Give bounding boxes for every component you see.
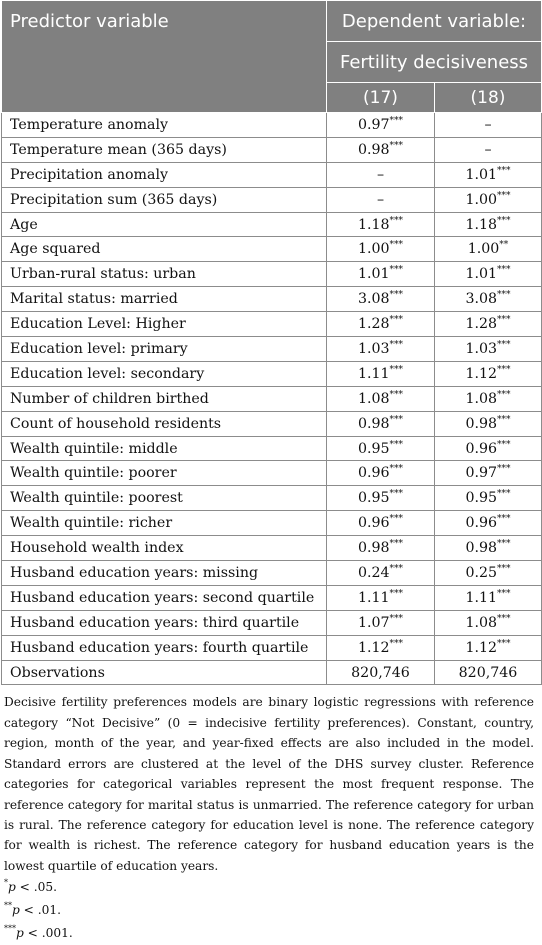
table-row: [2, 561, 542, 586]
significance-stars: ***: [497, 414, 511, 425]
regression-table: [1, 0, 542, 685]
model-18-value: [435, 237, 542, 262]
model-17-value: [327, 536, 435, 561]
model-17-value: [327, 511, 435, 536]
coefficient: 0.97: [465, 465, 498, 482]
coefficient: 1.00: [467, 241, 500, 258]
model-17-value: [327, 113, 435, 138]
model-17-header: (17): [327, 83, 435, 113]
coefficient: 3.08: [357, 291, 390, 308]
coefficient: 1.07: [357, 614, 390, 631]
coefficient: 1.00: [465, 191, 498, 208]
significance-stars: **: [499, 240, 509, 251]
significance-stars: ***: [389, 389, 404, 400]
coefficient: 1.03: [465, 340, 498, 357]
coefficient: 0.95: [465, 490, 498, 507]
table-row: [2, 262, 542, 287]
significance-stars: ***: [389, 439, 404, 450]
coefficient: 0.96: [357, 515, 390, 532]
coefficient: –: [484, 116, 492, 133]
significance-stars: ***: [389, 539, 404, 550]
significance-stars: ***: [497, 215, 511, 226]
coefficient: 1.28: [357, 316, 390, 333]
table-row: [2, 461, 542, 486]
coefficient: 1.12: [465, 639, 498, 656]
model-18-value: [435, 536, 542, 561]
significance-stars: ***: [497, 613, 511, 624]
table-row: [2, 312, 542, 337]
table-row: [2, 585, 542, 610]
model-18-value: [435, 187, 542, 212]
predictor-name: Temperature anomaly: [2, 113, 327, 138]
significance-stars: ***: [389, 140, 404, 151]
model-17-value: [327, 137, 435, 162]
coefficient: 1.28: [465, 316, 498, 333]
sig-note-05: *p < .05.: [4, 878, 58, 895]
significance-stars: ***: [389, 364, 404, 375]
coefficient: 1.08: [357, 390, 390, 407]
significance-stars: ***: [497, 588, 511, 599]
significance-stars: ***: [389, 240, 404, 251]
table-header: [2, 1, 542, 113]
table-row: [2, 511, 542, 536]
table-notes: Decisive fertility preferences models are binary logistic regressions with reference category “Not Decisive” (0 = indecisive fertility preferences). Constant, country, region, month of the year, and year-fixed effects are also included in the model. Standard errors are clustered at the level of the DHS survey cluster. Reference categories for categorical variables represent the most frequent response. The reference category for marital status is unmarried. The reference category for urban is rural. The reference category for education level is none. The reference category for wealth is richest. The reference category for husband education years is the lowest quartile of education years.: [4, 695, 534, 873]
coefficient: 1.11: [465, 589, 498, 606]
model-17-value: [327, 237, 435, 262]
predictor-name: Husband education years: missing: [2, 561, 327, 586]
model-17-value: [327, 212, 435, 237]
coefficient: 0.97: [357, 116, 390, 133]
model-18-value: [435, 312, 542, 337]
significance-stars: ***: [497, 563, 511, 574]
model-17-value: [327, 162, 435, 187]
model-18-value: [435, 635, 542, 660]
significance-stars: ***: [389, 638, 404, 649]
sig-note-001: ***p < .001.: [4, 924, 73, 941]
model-18-value: [435, 386, 542, 411]
table-row: [2, 162, 542, 187]
coefficient: 0.96: [465, 515, 498, 532]
significance-stars: ***: [389, 489, 404, 500]
model-17-value: [327, 361, 435, 386]
significance-stars: ***: [497, 389, 511, 400]
coefficient: 3.08: [465, 291, 498, 308]
table-row: [2, 486, 542, 511]
coefficient: 820,746: [351, 664, 410, 681]
predictor-name: Count of household residents: [2, 411, 327, 436]
coefficient: 1.18: [465, 216, 498, 233]
coefficient: 0.98: [357, 415, 390, 432]
model-18-value: [435, 162, 542, 187]
model-17-value: [327, 386, 435, 411]
model-18-value: [435, 137, 542, 162]
table-row: [2, 635, 542, 660]
coefficient: 0.98: [357, 141, 390, 158]
model-18-value: [435, 610, 542, 635]
model-18-value: [435, 262, 542, 287]
significance-stars: ***: [497, 290, 511, 301]
sig-note-01: **p < .01.: [4, 901, 62, 918]
coefficient: 1.08: [465, 614, 498, 631]
significance-stars: ***: [497, 464, 511, 475]
predictor-name: Wealth quintile: poorest: [2, 486, 327, 511]
table-row: [2, 660, 542, 685]
table-row: [2, 337, 542, 362]
coefficient: 0.96: [357, 465, 390, 482]
model-18-value: [435, 113, 542, 138]
coefficient: 0.95: [357, 440, 390, 457]
significance-stars: ***: [497, 439, 511, 450]
significance-stars: ***: [497, 638, 511, 649]
predictor-name: Urban-rural status: urban: [2, 262, 327, 287]
coefficient: 1.00: [357, 241, 390, 258]
predictor-name: Education level: primary: [2, 337, 327, 362]
coefficient: 1.01: [357, 266, 390, 283]
significance-stars: ***: [389, 315, 404, 326]
predictor-name: Observations: [2, 660, 327, 685]
coefficient: 1.11: [357, 589, 390, 606]
coefficient: 1.11: [357, 365, 390, 382]
significance-stars: ***: [497, 364, 511, 375]
predictor-name: Temperature mean (365 days): [2, 137, 327, 162]
significance-stars: ***: [497, 265, 511, 276]
significance-stars: ***: [389, 339, 404, 350]
coefficient: 820,746: [458, 664, 518, 681]
predictor-name: Education Level: Higher: [2, 312, 327, 337]
predictor-name: Number of children birthed: [2, 386, 327, 411]
significance-stars: ***: [497, 489, 511, 500]
table-row: [2, 187, 542, 212]
model-17-value: [327, 461, 435, 486]
model-18-value: [435, 287, 542, 312]
predictor-header: Predictor variable: [2, 1, 327, 113]
model-18-value: [435, 486, 542, 511]
significance-stars: ***: [389, 588, 404, 599]
model-18-value: [435, 660, 542, 685]
significance-stars: ***: [389, 215, 404, 226]
coefficient: –: [484, 141, 492, 158]
predictor-name: Wealth quintile: poorer: [2, 461, 327, 486]
coefficient: 1.01: [465, 266, 498, 283]
coefficient: 0.98: [465, 415, 498, 432]
table-row: [2, 287, 542, 312]
predictor-name: Education level: secondary: [2, 361, 327, 386]
table-body: [2, 113, 542, 685]
model-18-value: [435, 436, 542, 461]
significance-stars: ***: [497, 539, 511, 550]
model-17-value: [327, 660, 435, 685]
model-18-value: [435, 212, 542, 237]
table-row: [2, 137, 542, 162]
significance-notes: [0, 876, 542, 945]
significance-stars: ***: [389, 115, 404, 126]
dependent-header: Dependent variable:: [327, 1, 542, 42]
model-18-value: [435, 461, 542, 486]
predictor-name: Husband education years: third quartile: [2, 610, 327, 635]
predictor-name: Precipitation anomaly: [2, 162, 327, 187]
table-row: [2, 113, 542, 138]
coefficient: 0.24: [357, 564, 390, 581]
model-17-value: [327, 411, 435, 436]
model-17-value: [327, 561, 435, 586]
significance-stars: ***: [389, 563, 404, 574]
model-17-value: [327, 635, 435, 660]
significance-stars: ***: [389, 265, 404, 276]
coefficient: –: [376, 166, 385, 183]
model-18-value: [435, 411, 542, 436]
model-17-value: [327, 312, 435, 337]
predictor-name: Precipitation sum (365 days): [2, 187, 327, 212]
predictor-name: Marital status: married: [2, 287, 327, 312]
significance-stars: ***: [389, 514, 404, 525]
table-row: [2, 536, 542, 561]
coefficient: 1.12: [357, 639, 390, 656]
significance-stars: ***: [497, 514, 511, 525]
table-row: [2, 212, 542, 237]
predictor-name: Wealth quintile: richer: [2, 511, 327, 536]
coefficient: 0.98: [357, 540, 390, 557]
model-18-value: [435, 511, 542, 536]
coefficient: 0.98: [465, 540, 498, 557]
significance-stars: ***: [497, 339, 511, 350]
model-17-value: [327, 262, 435, 287]
significance-stars: ***: [497, 165, 511, 176]
coefficient: 0.95: [357, 490, 390, 507]
coefficient: 1.03: [357, 340, 390, 357]
significance-stars: ***: [497, 190, 511, 201]
table-row: [2, 610, 542, 635]
significance-stars: ***: [389, 290, 404, 301]
coefficient: 0.96: [465, 440, 498, 457]
table-row: [2, 361, 542, 386]
coefficient: 1.18: [357, 216, 390, 233]
model-17-value: [327, 436, 435, 461]
significance-stars: ***: [389, 464, 404, 475]
predictor-name: Age: [2, 212, 327, 237]
model-17-value: [327, 287, 435, 312]
model-17-value: [327, 337, 435, 362]
model-17-value: [327, 486, 435, 511]
predictor-name: Age squared: [2, 237, 327, 262]
coefficient: 0.25: [465, 564, 498, 581]
table-row: [2, 237, 542, 262]
model-17-value: [327, 610, 435, 635]
table-row: [2, 436, 542, 461]
coefficient: –: [376, 191, 385, 208]
model-18-value: [435, 561, 542, 586]
significance-stars: ***: [497, 315, 511, 326]
coefficient: 1.12: [465, 365, 498, 382]
model-18-value: [435, 337, 542, 362]
model-18-value: [435, 361, 542, 386]
model-17-value: [327, 585, 435, 610]
model-18-header: (18): [435, 83, 542, 113]
predictor-name: Wealth quintile: middle: [2, 436, 327, 461]
table-row: [2, 386, 542, 411]
significance-stars: ***: [389, 414, 404, 425]
coefficient: 1.01: [465, 166, 498, 183]
predictor-name: Husband education years: second quartile: [2, 585, 327, 610]
coefficient: 1.08: [465, 390, 498, 407]
table-row: [2, 411, 542, 436]
predictor-name: Household wealth index: [2, 536, 327, 561]
model-18-value: [435, 585, 542, 610]
model-17-value: [327, 187, 435, 212]
predictor-name: Husband education years: fourth quartile: [2, 635, 327, 660]
outcome-header: Fertility decisiveness: [327, 42, 542, 83]
significance-stars: ***: [389, 613, 404, 624]
